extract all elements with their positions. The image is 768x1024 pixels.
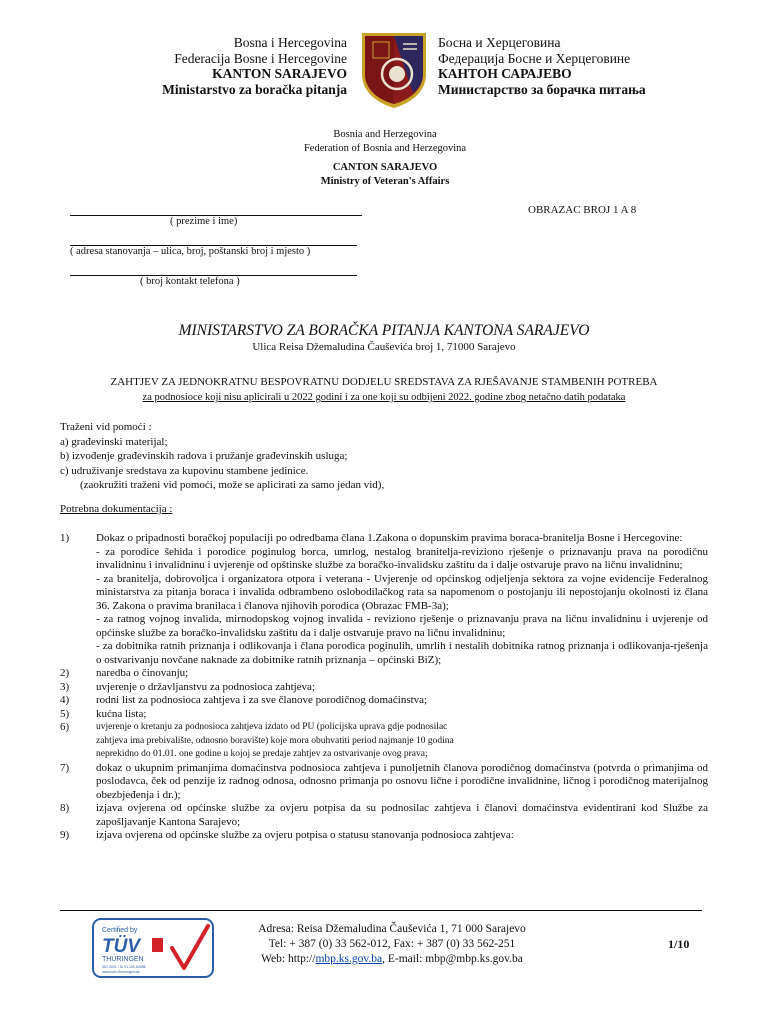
list-item-number: 9) xyxy=(60,829,70,841)
ministry-address: Ulica Reisa Džemaludina Čauševića broj 1, 71000 Sarajevo xyxy=(252,341,516,353)
list-item xyxy=(60,681,708,695)
request-subtitle: za podnosioce koji nisu aplicirali u 2022 godini i za one koji su odbijeni 2022. godine zbog netačno datih podataka xyxy=(142,392,626,403)
list-item-line: zahtjeva ima prebivalište, odnosno boravište) koje mora obuhvatiti period najmanje 10 godina xyxy=(96,735,454,746)
list-item-number: 2) xyxy=(60,667,70,679)
help-section xyxy=(60,420,700,493)
list-item-text: dokaz o ukupnim primanjima domaćinstva podnosioca zahtjeva i punoljetnih članova porodičnog domaćinstva (potvrda o primanjima od poslodavca, ček od penzije iz radnog odnosa, odnosno primanja po osnovu lične i porodične invalidnine, ličnog i porodičnog materijalnog obezbjeđenja i dr.); xyxy=(96,761,708,801)
list-item xyxy=(60,721,708,762)
list-item xyxy=(60,762,708,803)
header-right-federation: Федерација Босне и Херцеговине xyxy=(438,50,631,66)
phone-field-label: ( broj kontakt telefona ) xyxy=(140,276,240,287)
cert-brand: TÜV xyxy=(102,936,140,957)
footer-address: Adresa: Reisa Džemaludina Čauševića 1, 71 000 Sarajevo xyxy=(258,923,526,935)
documents-heading: Potrebna dokumentacija : xyxy=(60,503,173,515)
header-english-federation: Federation of Bosnia and Herzegovina xyxy=(303,142,467,154)
list-item-number: 7) xyxy=(60,761,70,774)
header-left-federation: Federacija Bosne i Hercegovine xyxy=(174,50,347,66)
list-item-line: uvjerenje o kretanju za podnosioca zahtjeva izdato od PU (policijska uprava gdje podnosilac xyxy=(96,722,448,732)
list-item-number: 1) xyxy=(60,532,70,544)
cert-iso: ISO 9001 / ID 91.100.64086 xyxy=(102,965,146,969)
header-english xyxy=(180,128,590,188)
list-item-text xyxy=(96,532,708,667)
header-english-canton: CANTON SARAJEVO xyxy=(332,162,438,173)
page-number: 1/10 xyxy=(668,937,690,951)
header-right-country: Босна и Херцеговина xyxy=(438,35,561,50)
list-item-sub: - za branitelja, dobrovoljca i organizatora otpora i veterana - Uvjerenje od općinskog odjeljenja sektora za vojne evidencije Federalnog ministarstva za pitanja boraca i invalida odbrambeno oslobodilačkog rata sa napomenom o postojanju ili nepostojanju okolnosti iz člana 36. Zakona o pravima branilaca i članova njihovih porodica (Obrazac FMB-3a); xyxy=(96,572,708,612)
list-item-sub: - za ratnog vojnog invalida, mirnodopskog vojnog invalida - revizionо rješenje o priznavanju prava na ličnu invalidninu i uvjerenje od općinske službe za boračko-invalidsku zaštitu da i dalje ostvaruje pravo na ličnu invalidninu; xyxy=(96,613,708,639)
canton-crest-icon xyxy=(359,30,429,110)
list-item-number: 5) xyxy=(60,707,70,720)
list-item xyxy=(60,532,708,667)
header-right xyxy=(438,35,738,97)
list-item-number: 3) xyxy=(60,680,70,693)
list-item-text: kućna lista; xyxy=(96,707,147,720)
name-field-label: ( prezime i ime) xyxy=(170,216,238,227)
list-item-text: izjava ovjerena od općinske službe za ovjeru potpisa da su podnosilac zahtjeva i članovi domaćinstva evidentirani kod Službe za zapošljavanje Kantona Sarajevo; xyxy=(96,802,708,828)
help-option-a[interactable]: a) građevinski materijal; xyxy=(60,435,168,448)
header-left-ministry: Ministarstvo za boračka pitanja xyxy=(162,81,347,97)
header-english-country: Bosnia and Herzegovina xyxy=(333,129,437,140)
website-link[interactable]: mbp.ks.gov.ba xyxy=(315,953,383,965)
list-item xyxy=(60,694,708,708)
list-item-text: rodni list za podnosioca zahtjeva i za sve članove porodičnog domaćinstva; xyxy=(96,694,428,706)
list-item-number: 4) xyxy=(60,694,70,706)
list-item xyxy=(60,802,708,829)
list-item xyxy=(60,667,708,681)
footer-web-label: Web: http:// xyxy=(261,953,316,965)
header-right-canton: КАНТОН САРАЈЕВО xyxy=(438,66,572,81)
header-left xyxy=(60,35,347,97)
request-title: ZAHTJEV ZA JEDNOKRATNU BESPOVRATNU DODJELU SREDSTAVA ZA RJEŠAVANJE STAMBENIH POTREBA xyxy=(110,376,658,388)
footer-contact xyxy=(190,922,594,967)
header-right-ministry: Министарство за борачка питања xyxy=(438,81,646,97)
list-item-text: uvjerenje o državljanstvu za podnosioca zahtjeva; xyxy=(96,680,315,693)
ministry-title: MINISTARSTVO ZA BORAČKA PITANJA KANTONA SARAJEVO xyxy=(178,322,590,339)
help-note: (zaokružiti traženi vid pomoći, može se aplicirati za samo jedan vid), xyxy=(80,479,385,491)
footer-phone: Tel: + 387 (0) 33 562-012, Fax: + 387 (0) 33 562-251 xyxy=(268,938,516,950)
list-item xyxy=(60,708,708,722)
cert-region: THÜRINGEN xyxy=(102,956,144,963)
footer-divider xyxy=(60,910,702,911)
help-option-b[interactable]: b) izvođenje građevinskih radova i pružanje građevinskih usluga; xyxy=(60,450,348,462)
help-heading: Traženi vid pomoći : xyxy=(60,421,152,433)
header-left-canton: KANTON SARAJEVO xyxy=(212,66,347,81)
address-field-label: ( adresa stanovanja – ulica, broj, poštanski broj i mjesto ) xyxy=(70,246,311,257)
list-item-main: Dokaz o pripadnosti boračkoj populaciji po odredbama člana 1.Zakona o dopunskim pravima boraca-branitelja Bosne i Hercegovine: xyxy=(96,532,683,544)
list-item-sub: - za dobitnika ratnih priznanja i odlikovanja i člana porodica poginulih, umrlih i nestalih dobitnika ratnog priznanja i odlikovanja-rješenja o ostvarivanju novčane naknade za dobitnike ratnih priznanja – općinski BiZ); xyxy=(96,640,708,666)
list-item-number: 8) xyxy=(60,802,70,814)
list-item-sub: - za porodice šehida i porodice poginulog borca, umrlog, nestalog branitelja-revizionо rješenje o priznavanju prava na porodičnu invalidninu i invalidninu i uvjerenje od opštinske službe za boračko-invalidsku zaštitu da i dalje ostvaruje pravo na ličnu invalidninu; xyxy=(96,545,708,571)
list-item-number: 6) xyxy=(60,721,70,733)
cert-line1: Certified by xyxy=(102,927,138,934)
list-item-text: naredba o činovanju; xyxy=(96,667,189,679)
help-option-c[interactable]: c) udruživanje sredstava za kupovinu stambene jedinice. xyxy=(60,464,309,477)
cert-url: www.tuev-thueringen.de xyxy=(102,970,140,974)
list-item-line: neprekidno do 01.01. one godine u kojoj se predaje zahtjev za ostvarivanje ovog prava; xyxy=(96,749,428,759)
footer-web xyxy=(190,952,594,967)
header-left-country: Bosna i Hercegovina xyxy=(233,35,347,50)
form-code: OBRAZAC BROJ 1 A 8 xyxy=(528,204,637,216)
documents-list xyxy=(60,532,708,843)
header-english-ministry: Ministry of Veteran's Affairs xyxy=(320,175,450,187)
list-item-text: izjava ovjerena od općinske službe za ovjeru potpisa o statusu stanovanja podnosioca zahtjeva: xyxy=(96,829,514,841)
list-item xyxy=(60,829,708,843)
footer-email: , E-mail: mbp@mbp.ks.gov.ba xyxy=(382,953,523,965)
list-item-text xyxy=(96,721,708,762)
